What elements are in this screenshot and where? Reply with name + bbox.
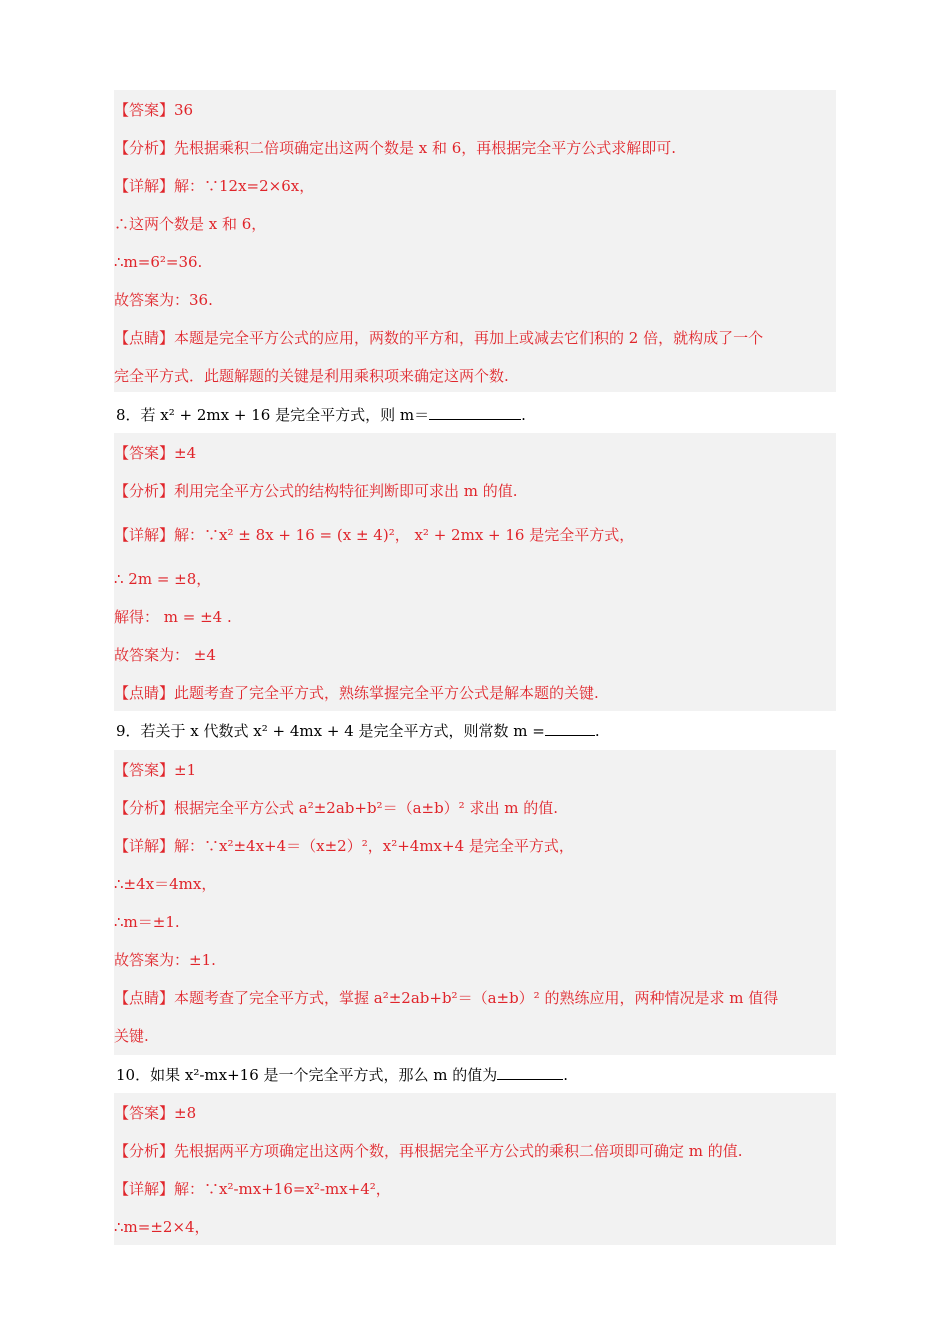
- comment-line: 【点睛】本题是完全平方公式的应用，两数的平方和，再加上或减去它们积的 2 倍，就构成了一个: [114, 329, 764, 347]
- question-text: 8．若 x² + 2mx + 16 是完全平方式，则 m＝: [116, 406, 430, 424]
- answer-blank: [497, 1065, 563, 1080]
- detail-line: ∴ 2m = ±8，: [114, 570, 212, 588]
- answer-line: 【答案】±8: [114, 1104, 197, 1122]
- question-text: 9．若关于 x 代数式 x² + 4mx + 4 是完全平方式，则常数 m =: [116, 722, 545, 740]
- question-10: 10．如果 x²-mx+16 是一个完全平方式，那么 m 的值为 .: [116, 1066, 569, 1084]
- detail-line: ∴m=6²=36.: [114, 253, 203, 271]
- detail-line: ∴这两个数是 x 和 6，: [114, 215, 267, 233]
- comment-line: 【点睛】此题考查了完全平方式，熟练掌握完全平方公式是解本题的关键.: [114, 684, 599, 702]
- detail-line: ∴m＝±1.: [114, 913, 180, 931]
- detail-line: 【详解】解：∵x² ± 8x + 16 = (x ± 4)²， x² + 2mx + 16 是完全平方式，: [114, 526, 635, 544]
- answer-blank: [545, 721, 595, 736]
- comment-line: 关键.: [114, 1027, 149, 1045]
- detail-line: 故答案为：±1.: [114, 951, 216, 969]
- detail-line: ∴±4x＝4mx，: [114, 875, 217, 893]
- analysis-line: 【分析】利用完全平方公式的结构特征判断即可求出 m 的值.: [114, 482, 518, 500]
- answer-line: 【答案】±1: [114, 761, 197, 779]
- answer-line: 【答案】±4: [114, 444, 197, 462]
- analysis-line: 【分析】根据完全平方公式 a²±2ab+b²＝（a±b）² 求出 m 的值.: [114, 799, 558, 817]
- answer-line: 【答案】36: [114, 101, 194, 119]
- comment-line: 完全平方式．此题解题的关键是利用乘积项来确定这两个数.: [114, 367, 509, 385]
- detail-line: 故答案为：36.: [114, 291, 213, 309]
- solution-block-8: [114, 433, 836, 711]
- detail-line: 故答案为： ±4: [114, 646, 216, 664]
- solution-block-9: [114, 750, 836, 1055]
- answer-blank: [429, 405, 521, 420]
- solution-block-10: [114, 1093, 836, 1245]
- question-text: 10．如果 x²-mx+16 是一个完全平方式，那么 m 的值为: [116, 1066, 498, 1084]
- detail-line: 解得： m = ±4 .: [114, 608, 232, 626]
- question-9: 9．若关于 x 代数式 x² + 4mx + 4 是完全平方式，则常数 m = .: [116, 722, 600, 740]
- analysis-line: 【分析】先根据乘积二倍项确定出这两个数是 x 和 6，再根据完全平方公式求解即可.: [114, 139, 677, 157]
- comment-line: 【点睛】本题考查了完全平方式，掌握 a²±2ab+b²＝（a±b）² 的熟练应用，两种情况是求 m 值得: [114, 989, 779, 1007]
- detail-line: ∴m=±2×4，: [114, 1218, 210, 1236]
- detail-line: 【详解】解：∵x²±4x+4＝（x±2）²，x²+4mx+4 是完全平方式，: [114, 837, 574, 855]
- analysis-line: 【分析】先根据两平方项确定出这两个数，再根据完全平方公式的乘积二倍项即可确定 m 的值.: [114, 1142, 743, 1160]
- question-8: 8．若 x² + 2mx + 16 是完全平方式，则 m＝ .: [116, 406, 526, 424]
- detail-line: 【详解】解：∵12x=2×6x，: [114, 177, 315, 195]
- solution-block-7: [114, 90, 836, 392]
- detail-line: 【详解】解：∵x²-mx+16=x²-mx+4²，: [114, 1180, 391, 1198]
